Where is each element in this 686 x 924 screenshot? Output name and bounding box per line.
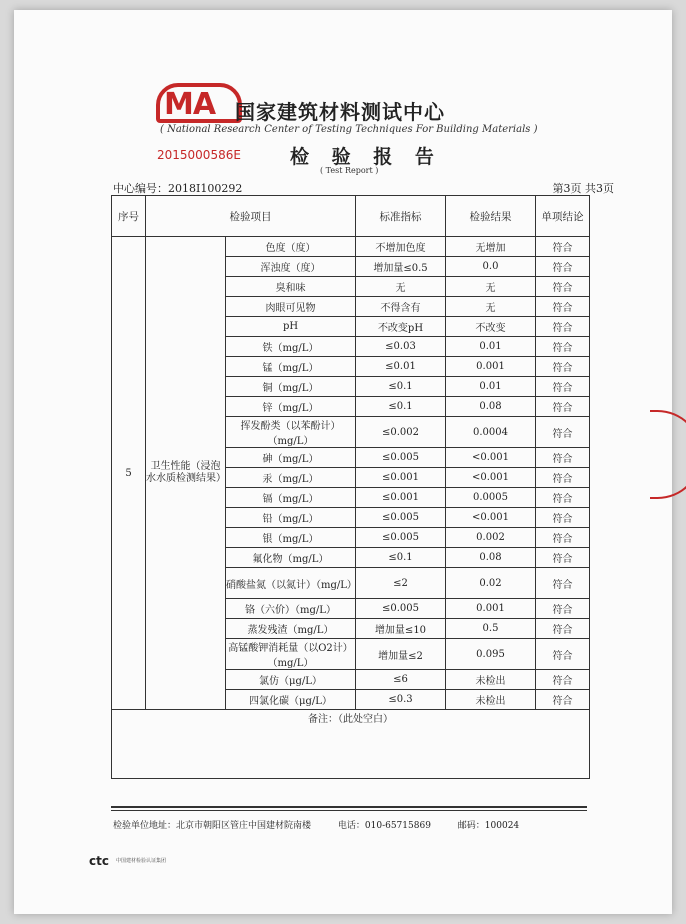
conclusion-cell: 符合 <box>536 377 590 397</box>
item-cell: 铅（mg/L） <box>226 508 356 528</box>
item-cell: 汞（mg/L） <box>226 468 356 488</box>
org-name-cn: 国家建筑材料测试中心 <box>235 100 445 124</box>
registration-number: 2015000586E <box>157 148 241 162</box>
standard-cell: ≤0.1 <box>356 377 446 397</box>
conclusion-cell: 符合 <box>536 619 590 639</box>
header-seq: 序号 <box>112 196 146 237</box>
result-cell: 0.02 <box>446 568 536 599</box>
table-header-row <box>112 196 590 237</box>
result-cell: 未检出 <box>446 670 536 690</box>
standard-cell: 不得含有 <box>356 297 446 317</box>
conclusion-cell: 符合 <box>536 277 590 297</box>
standard-cell: 不改变pH <box>356 317 446 337</box>
standard-cell: 增加量≤2 <box>356 639 446 670</box>
conclusion-cell: 符合 <box>536 237 590 257</box>
conclusion-cell: 符合 <box>536 448 590 468</box>
standard-cell: ≤0.1 <box>356 397 446 417</box>
note-text: 备注：（此处空白） <box>112 710 590 779</box>
item-cell: 挥发酚类（以苯酚计）（mg/L） <box>226 417 356 448</box>
item-cell: 肉眼可见物 <box>226 297 356 317</box>
result-cell: <0.001 <box>446 508 536 528</box>
item-cell: 蒸发残渣（mg/L） <box>226 619 356 639</box>
standard-cell: ≤0.002 <box>356 417 446 448</box>
note-row <box>112 710 590 779</box>
item-cell: 氟化物（mg/L） <box>226 548 356 568</box>
cma-logo-text: MA <box>164 87 216 122</box>
conclusion-cell: 符合 <box>536 670 590 690</box>
item-cell: 锰（mg/L） <box>226 357 356 377</box>
conclusion-cell: 符合 <box>536 548 590 568</box>
footer-phone: 电话：010-65715869 <box>337 821 431 831</box>
conclusion-cell: 符合 <box>536 417 590 448</box>
cma-logo <box>156 83 242 123</box>
result-cell: 0.001 <box>446 357 536 377</box>
conclusion-cell: 符合 <box>536 568 590 599</box>
result-cell: 无 <box>446 277 536 297</box>
footer-address: 检验单位地址：北京市朝阳区管庄中国建材院南楼 <box>113 821 312 831</box>
standard-cell: 增加量≤10 <box>356 619 446 639</box>
standard-cell: ≤0.03 <box>356 337 446 357</box>
standard-cell: ≤0.001 <box>356 488 446 508</box>
result-cell: 0.002 <box>446 528 536 548</box>
result-cell: 0.08 <box>446 397 536 417</box>
item-cell: 铬（六价）（mg/L） <box>226 599 356 619</box>
conclusion-cell: 符合 <box>536 257 590 277</box>
standard-cell: ≤0.01 <box>356 357 446 377</box>
header-standard: 标准指标 <box>356 196 446 237</box>
result-cell: <0.001 <box>446 468 536 488</box>
standard-cell: 无 <box>356 277 446 297</box>
result-cell: 不改变 <box>446 317 536 337</box>
item-cell: 镉（mg/L） <box>226 488 356 508</box>
report-title-en: ( Test Report ) <box>320 166 379 175</box>
conclusion-cell: 符合 <box>536 488 590 508</box>
item-cell: 臭和味 <box>226 277 356 297</box>
header-item: 检验项目 <box>146 196 356 237</box>
header-result: 检验结果 <box>446 196 536 237</box>
page-number: 第3页 共3页 <box>552 182 614 195</box>
result-cell: 0.01 <box>446 337 536 357</box>
result-cell: 0.01 <box>446 377 536 397</box>
result-cell: 未检出 <box>446 690 536 710</box>
footer-rule-thin <box>111 810 587 811</box>
item-cell: 砷（mg/L） <box>226 448 356 468</box>
item-cell: pH <box>226 317 356 337</box>
result-cell: 0.0 <box>446 257 536 277</box>
item-cell: 银（mg/L） <box>226 528 356 548</box>
test-results-table <box>111 195 590 779</box>
result-cell: 0.001 <box>446 599 536 619</box>
seq-cell: 5 <box>112 237 146 710</box>
standard-cell: ≤0.005 <box>356 599 446 619</box>
result-cell: <0.001 <box>446 448 536 468</box>
item-cell: 四氯化碳（μg/L） <box>226 690 356 710</box>
result-cell: 无增加 <box>446 237 536 257</box>
standard-cell: ≤0.3 <box>356 690 446 710</box>
standard-cell: ≤6 <box>356 670 446 690</box>
item-cell: 硝酸盐氮（以氮计）（mg/L） <box>226 568 356 599</box>
result-cell: 0.0004 <box>446 417 536 448</box>
conclusion-cell: 符合 <box>536 297 590 317</box>
footer-rule <box>111 806 587 808</box>
red-seal-mark <box>650 410 686 499</box>
result-cell: 0.5 <box>446 619 536 639</box>
ctc-logo-subtext: 中国建材检验认证集团 <box>116 858 167 864</box>
conclusion-cell: 符合 <box>536 599 590 619</box>
report-title-cn: 检 验 报 告 <box>290 146 442 168</box>
item-cell: 铜（mg/L） <box>226 377 356 397</box>
org-name-en: ( National Research Center of Testing Techniques For Building Materials ) <box>160 124 538 135</box>
footer <box>113 818 589 831</box>
standard-cell: ≤0.005 <box>356 528 446 548</box>
item-cell: 锌（mg/L） <box>226 397 356 417</box>
standard-cell: ≤0.005 <box>356 508 446 528</box>
standard-cell: 增加量≤0.5 <box>356 257 446 277</box>
result-cell: 无 <box>446 297 536 317</box>
conclusion-cell: 符合 <box>536 468 590 488</box>
conclusion-cell: 符合 <box>536 528 590 548</box>
item-cell: 氯仿（μg/L） <box>226 670 356 690</box>
standard-cell: ≤0.001 <box>356 468 446 488</box>
standard-cell: 不增加色度 <box>356 237 446 257</box>
table-row <box>112 237 590 257</box>
ctc-logo: ctc <box>89 854 109 868</box>
category-cell: 卫生性能（浸泡水水质检测结果） <box>146 237 226 710</box>
conclusion-cell: 符合 <box>536 397 590 417</box>
footer-postcode: 邮码：100024 <box>457 821 520 831</box>
conclusion-cell: 符合 <box>536 639 590 670</box>
standard-cell: ≤2 <box>356 568 446 599</box>
conclusion-cell: 符合 <box>536 357 590 377</box>
item-cell: 浑浊度（度） <box>226 257 356 277</box>
conclusion-cell: 符合 <box>536 690 590 710</box>
conclusion-cell: 符合 <box>536 337 590 357</box>
standard-cell: ≤0.005 <box>356 448 446 468</box>
item-cell: 色度（度） <box>226 237 356 257</box>
result-cell: 0.095 <box>446 639 536 670</box>
center-number: 中心编号：2018I100292 <box>113 182 243 195</box>
conclusion-cell: 符合 <box>536 508 590 528</box>
result-cell: 0.08 <box>446 548 536 568</box>
item-cell: 高锰酸钾消耗量（以O2计）（mg/L） <box>226 639 356 670</box>
header-conclusion: 单项结论 <box>536 196 590 237</box>
standard-cell: ≤0.1 <box>356 548 446 568</box>
item-cell: 铁（mg/L） <box>226 337 356 357</box>
conclusion-cell: 符合 <box>536 317 590 337</box>
result-cell: 0.0005 <box>446 488 536 508</box>
